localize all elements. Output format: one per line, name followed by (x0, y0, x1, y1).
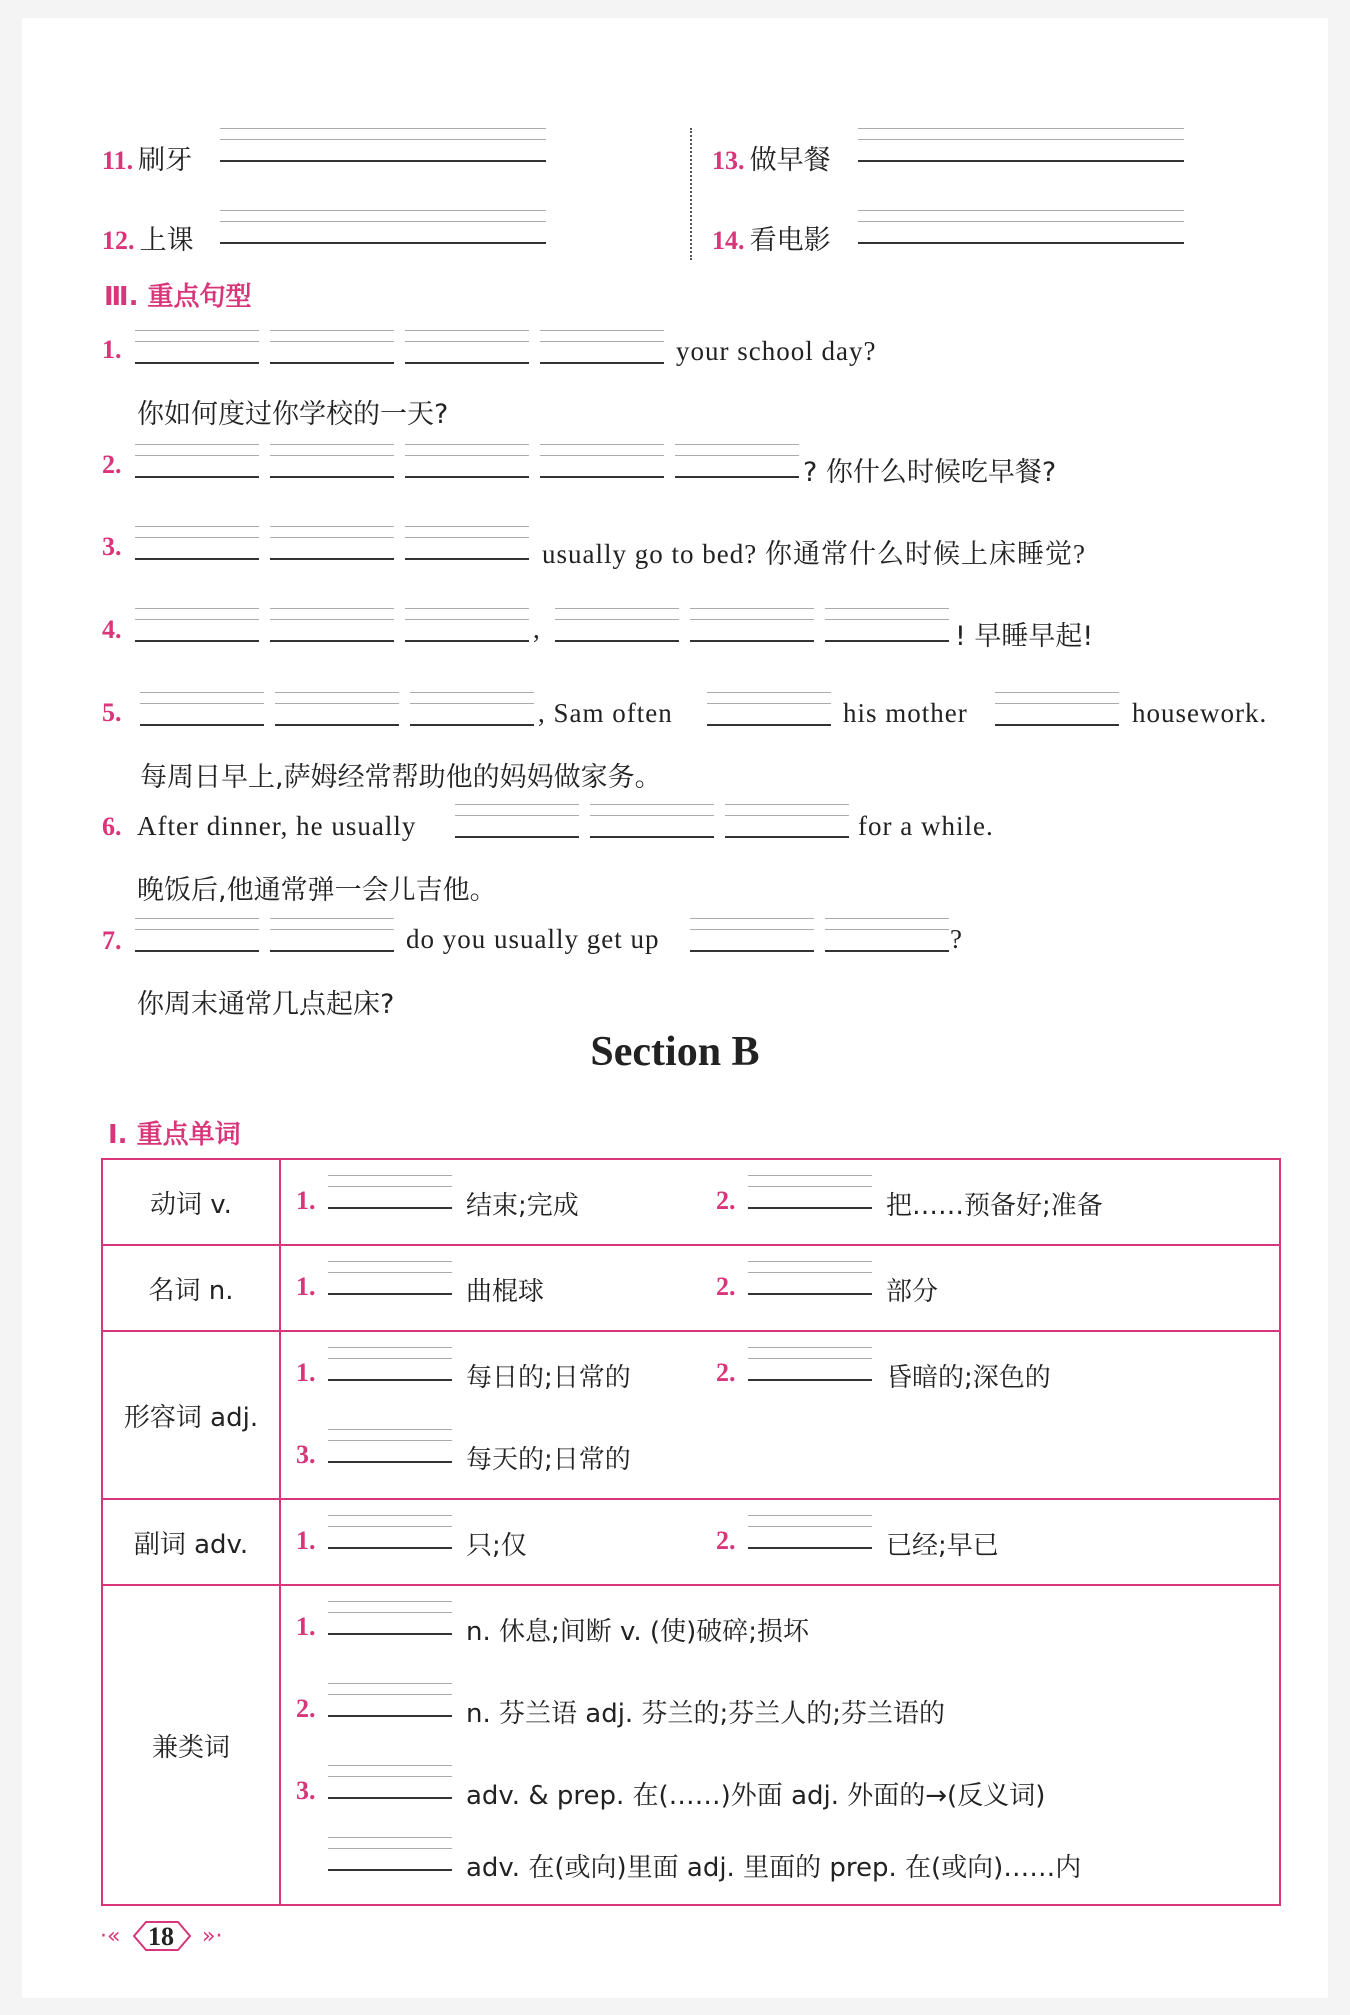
sentence-translation: 晚饭后,他通常弹一会儿吉他。 (137, 875, 497, 906)
items-cell (280, 1245, 1280, 1331)
answer-blank[interactable] (270, 918, 394, 952)
items-cell (280, 1585, 1280, 1905)
item-number: 14. (712, 226, 745, 255)
answer-blank[interactable] (858, 210, 1184, 244)
answer-blank[interactable] (540, 444, 664, 478)
sentence-text: ? 你什么时候吃早餐? (803, 457, 1057, 488)
answer-blank[interactable] (328, 1515, 452, 1549)
page-number: 18 (148, 1922, 174, 1951)
sentence-text: ? (950, 924, 963, 954)
item-number: 1. (102, 335, 122, 364)
answer-blank[interactable] (135, 526, 259, 560)
phrase-text: 刷牙 (138, 145, 193, 176)
column-divider (690, 128, 692, 260)
answer-blank[interactable] (825, 918, 949, 952)
sentence-translation: 你如何度过你学校的一天? (137, 399, 449, 430)
sentence-text: your school day? (676, 336, 877, 366)
category-adverb: 副词 adv. (102, 1499, 280, 1585)
answer-blank[interactable] (328, 1601, 452, 1635)
answer-blank[interactable] (220, 210, 546, 244)
sentence-text: ! 早睡早起! (955, 621, 1094, 652)
item-number: 1. (296, 1358, 316, 1387)
answer-blank[interactable] (748, 1347, 872, 1381)
item-number: 3. (102, 532, 122, 561)
item-number: 2. (102, 450, 122, 479)
answer-blank[interactable] (675, 444, 799, 478)
item-number: 13. (712, 146, 745, 175)
answer-blank[interactable] (270, 608, 394, 642)
answer-blank[interactable] (140, 692, 264, 726)
answer-blank[interactable] (405, 330, 529, 364)
table-row (102, 1331, 1280, 1499)
answer-blank[interactable] (455, 804, 579, 838)
sentence-translation: 每周日早上,萨姆经常帮助他的妈妈做家务。 (140, 762, 662, 793)
page-number-ornament-left: ·« (100, 1924, 121, 1949)
table-row (102, 1159, 1280, 1245)
table-row (102, 1499, 1280, 1585)
answer-blank[interactable] (858, 128, 1184, 162)
answer-blank[interactable] (748, 1175, 872, 1209)
word-meaning: adv. 在(或向)里面 adj. 里面的 prep. 在(或向)……内 (466, 1853, 1082, 1883)
answer-blank[interactable] (405, 444, 529, 478)
item-number: 5. (102, 698, 122, 727)
answer-blank[interactable] (540, 330, 664, 364)
category-verb: 动词 v. (102, 1159, 280, 1245)
word-meaning: n. 休息;间断 v. (使)破碎;损坏 (466, 1617, 809, 1647)
item-number: 1. (296, 1526, 316, 1555)
answer-blank[interactable] (555, 608, 679, 642)
sentence-text: , Sam often (538, 698, 673, 728)
answer-blank[interactable] (995, 692, 1119, 726)
answer-blank[interactable] (590, 804, 714, 838)
item-number: 2. (716, 1272, 736, 1301)
phrase-text: 看电影 (749, 225, 831, 256)
answer-blank[interactable] (328, 1429, 452, 1463)
answer-blank[interactable] (328, 1175, 452, 1209)
answer-blank[interactable] (410, 692, 534, 726)
sentence-text: his mother (843, 698, 968, 728)
word-meaning: 昏暗的;深色的 (886, 1363, 1051, 1393)
item-number: 2. (296, 1694, 316, 1723)
answer-blank[interactable] (725, 804, 849, 838)
category-noun: 名词 n. (102, 1245, 280, 1331)
item-number: 11. (102, 146, 134, 175)
answer-blank[interactable] (328, 1347, 452, 1381)
answer-blank[interactable] (328, 1837, 452, 1871)
section-heading: Ⅲ. 重点句型 (104, 282, 252, 312)
answer-blank[interactable] (405, 526, 529, 560)
word-meaning: n. 芬兰语 adj. 芬兰的;芬兰人的;芬兰语的 (466, 1699, 945, 1729)
item-number: 3. (296, 1776, 316, 1805)
word-meaning: 把……预备好;准备 (886, 1191, 1103, 1221)
word-meaning: adv. & prep. 在(……)外面 adj. 外面的→(反义词) (466, 1781, 1046, 1811)
word-meaning: 每天的;日常的 (466, 1445, 631, 1475)
answer-blank[interactable] (690, 608, 814, 642)
phrase-item-14 (712, 218, 831, 257)
answer-blank[interactable] (270, 330, 394, 364)
page-number-ornament-right: »· (202, 1924, 223, 1949)
phrase-text: 做早餐 (749, 145, 831, 176)
answer-blank[interactable] (135, 444, 259, 478)
item-number: 7. (102, 926, 122, 955)
word-meaning: 每日的;日常的 (466, 1363, 631, 1393)
answer-blank[interactable] (405, 608, 529, 642)
answer-blank[interactable] (135, 608, 259, 642)
word-meaning: 结束;完成 (466, 1191, 579, 1221)
sentence-text: housework. (1132, 698, 1268, 728)
answer-blank[interactable] (270, 444, 394, 478)
answer-blank[interactable] (748, 1261, 872, 1295)
item-number: 2. (716, 1186, 736, 1215)
word-meaning: 部分 (886, 1277, 939, 1307)
item-number: 2. (716, 1526, 736, 1555)
word-meaning: 曲棍球 (466, 1277, 545, 1307)
word-meaning: 已经;早已 (886, 1531, 999, 1561)
answer-blank[interactable] (748, 1515, 872, 1549)
answer-blank[interactable] (328, 1683, 452, 1717)
phrase-item-11 (102, 138, 192, 177)
item-number: 1. (296, 1186, 316, 1215)
answer-blank[interactable] (135, 918, 259, 952)
item-number: 2. (716, 1358, 736, 1387)
items-cell (280, 1159, 1280, 1245)
answer-blank[interactable] (825, 608, 949, 642)
answer-blank[interactable] (690, 918, 814, 952)
table-row (102, 1245, 1280, 1331)
sentence-text: for a while. (858, 811, 994, 841)
phrase-text: 上课 (139, 225, 194, 256)
sentence-comma: , (533, 614, 541, 644)
answer-blank[interactable] (270, 526, 394, 560)
sentence-translation: 你周末通常几点起床? (137, 989, 395, 1020)
item-number: 3. (296, 1440, 316, 1469)
section-title: Section B (590, 1029, 760, 1075)
word-meaning: 只;仅 (466, 1531, 527, 1561)
vocabulary-table (101, 1158, 1281, 1906)
answer-blank[interactable] (328, 1261, 452, 1295)
category-adjective: 形容词 adj. (102, 1331, 280, 1499)
category-multi-class: 兼类词 (102, 1585, 280, 1905)
item-number: 1. (296, 1612, 316, 1641)
phrase-item-13 (712, 138, 831, 177)
sentence-text: usually go to bed? 你通常什么时候上床睡觉? (542, 539, 1086, 569)
answer-blank[interactable] (328, 1765, 452, 1799)
items-cell (280, 1499, 1280, 1585)
sentence-text: After dinner, he usually (137, 811, 417, 841)
item-number: 12. (102, 226, 135, 255)
answer-blank[interactable] (275, 692, 399, 726)
sentence-text: do you usually get up (406, 924, 660, 954)
table-row (102, 1585, 1280, 1905)
section-heading: Ⅰ. 重点单词 (108, 1120, 241, 1150)
answer-blank[interactable] (135, 330, 259, 364)
item-number: 1. (296, 1272, 316, 1301)
items-cell (280, 1331, 1280, 1499)
answer-blank[interactable] (707, 692, 831, 726)
item-number: 6. (102, 812, 122, 841)
item-number: 4. (102, 615, 122, 644)
phrase-item-12 (102, 218, 194, 257)
answer-blank[interactable] (220, 128, 546, 162)
